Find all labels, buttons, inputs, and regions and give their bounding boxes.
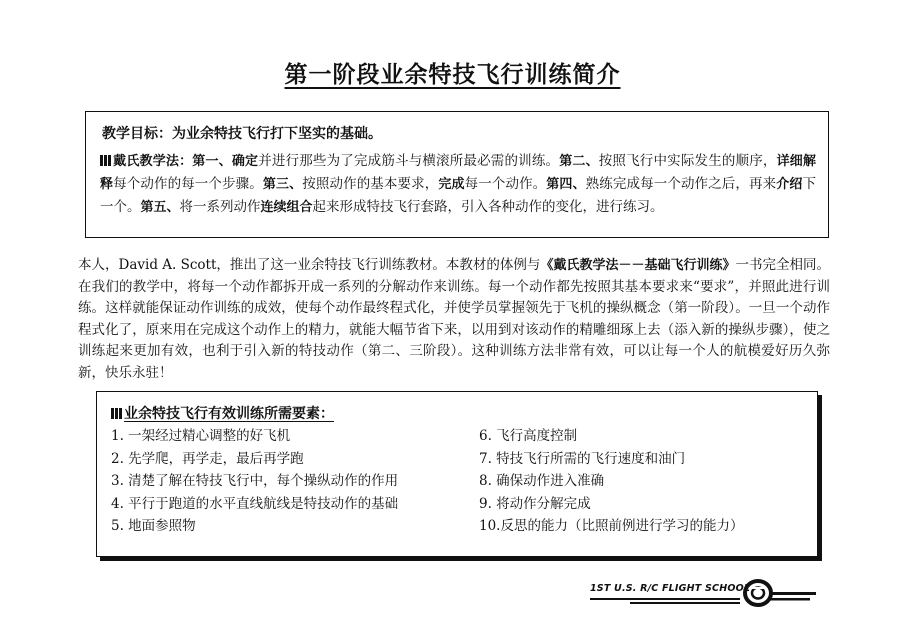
step-3-key: 完成 xyxy=(438,177,465,192)
list-item: 7. 特技飞行所需的飞行速度和油门 xyxy=(479,450,686,467)
step-3-number: 第三、 xyxy=(262,177,303,192)
teaching-goal: 教学目标：为业余特技飞行打下坚实的基础。 xyxy=(102,126,382,142)
requirements-heading xyxy=(111,403,334,423)
step-5-text-b: 起来形成特技飞行套路，引入各种动作的变化，进行练习。 xyxy=(312,199,664,215)
intro-paragraph xyxy=(78,255,830,384)
method-label: 戴氏教学法： xyxy=(113,154,193,169)
step-3-text-a: 按照动作的基本要求， xyxy=(302,176,439,192)
list-item: 2. 先学爬，再学走，最后再学跑 xyxy=(111,450,304,467)
list-item: 9. 将动作分解完成 xyxy=(479,495,591,512)
list-item: 10.反思的能力（比照前例进行学习的能力） xyxy=(479,518,744,534)
list-item: 4. 平行于跑道的水平直线航线是特技动作的基础 xyxy=(111,495,399,512)
logo-text: 1ST U.S. R/C FLIGHT SCHOOL xyxy=(590,583,751,594)
step-5-key: 连续组合 xyxy=(260,200,313,215)
list-item: 3. 清楚了解在特技飞行中，每个操纵动作的作用 xyxy=(111,473,399,489)
flight-school-logo xyxy=(590,576,816,608)
step-4-text-b: 下一个。 xyxy=(100,176,816,215)
list-item: 1. 一架经过精心调整的好飞机 xyxy=(111,428,291,444)
list-item: 6. 飞行高度控制 xyxy=(479,428,578,444)
bullet-mark-icon xyxy=(100,155,111,166)
step-1-text: 并进行那些为了完成筋斗与横滚所最必需的训练。 xyxy=(258,153,560,169)
requirements-list-right xyxy=(479,425,743,538)
page-title: 第一阶段业余特技飞行训练简介 xyxy=(284,62,621,88)
step-4-key: 介绍 xyxy=(776,177,803,192)
teaching-goal-box xyxy=(85,111,829,238)
step-2-text-a: 按照飞行中实际发生的顺序， xyxy=(598,153,777,169)
bullet-mark-icon xyxy=(111,408,122,419)
intro-part-2: 一书完全相同。在我们的教学中，将每一个动作都拆开成一系列的分解动作来训练。每一个动作都先按照其基本要求来“要求”，并照此进行训练。这样就能保证动作训练的成效，使每个动作最终程式化，并使学员掌握领先于飞机的操纵概念（第一阶段）。一旦一个动作程式化了，原来用在完成这个动作上的精力，就能大幅节省下来，以用到对该动作的精雕细琢上去（添入新的操纵步骤），使之训练起来更加有效，也利于引入新的特技动作（第二、三阶段）。这种训练方法非常有效，可以让每一个人的航模爱好历久弥新，快乐永驻！ xyxy=(78,257,830,381)
intro-part-1: 本人，David A. Scott，推出了这一业余特技飞行训练教材。本教材的体例与 xyxy=(78,257,541,273)
book-title: 《戴氏教学法－－基础飞行训练》 xyxy=(540,258,736,273)
requirements-heading-text: 业余特技飞行有效训练所需要素： xyxy=(124,406,334,422)
step-3-text-b: 每一个动作。 xyxy=(464,176,547,192)
logo-underline xyxy=(630,602,740,604)
requirements-list-left xyxy=(111,425,398,538)
list-item: 5. 地面参照物 xyxy=(111,518,196,534)
list-item: 8. 确保动作进入准确 xyxy=(479,473,605,489)
requirements-box xyxy=(96,391,818,557)
logo-underline xyxy=(590,598,740,600)
step-4-number: 第四、 xyxy=(546,177,586,192)
step-2-number: 第二、 xyxy=(559,154,599,169)
logo-emblem-icon xyxy=(740,578,816,608)
step-5-number: 第五、 xyxy=(140,200,180,215)
step-2-key: 详细解释 xyxy=(100,154,816,192)
step-1-number: 第一、 xyxy=(192,154,232,169)
step-2-text-b: 每个动作的每一个步骤。 xyxy=(113,176,263,192)
step-1-key: 确定 xyxy=(231,154,259,169)
step-4-text-a: 熟练完成每一个动作之后，再来 xyxy=(585,176,777,192)
method-description xyxy=(100,150,816,219)
step-5-text-a: 将一系列动作 xyxy=(179,199,261,215)
